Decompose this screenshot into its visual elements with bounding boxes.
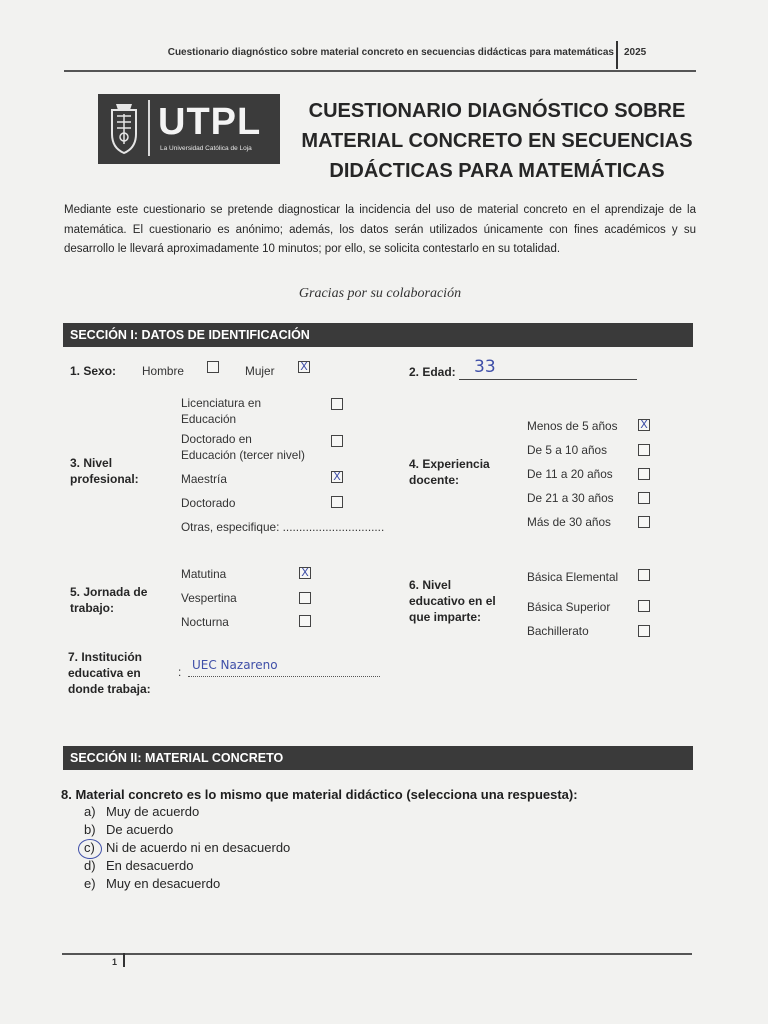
option-letter: e) <box>84 876 96 891</box>
utpl-logo <box>98 94 280 164</box>
sexo-option-mujer: Mujer <box>245 364 275 378</box>
q8-option-a[interactable] <box>84 803 199 821</box>
nivel-option-text: Doctorado en <box>181 432 252 446</box>
checkbox-mark: X <box>300 360 308 373</box>
institucion-label-line1: 7. Institución <box>68 650 143 664</box>
section-1-header: SECCIÓN I: DATOS DE IDENTIFICACIÓN <box>63 323 693 347</box>
option-letter: d) <box>84 858 96 873</box>
institucion-value[interactable]: UEC Nazareno <box>192 658 278 672</box>
jornada-matutina-checkbox[interactable] <box>299 567 311 579</box>
option-text: Ni de acuerdo ni en desacuerdo <box>106 840 291 855</box>
experiencia-option-text: De 11 a 20 años <box>527 467 613 481</box>
university-crest-icon <box>106 100 142 156</box>
nivel-educativo-label-line1: 6. Nivel <box>409 578 452 592</box>
nivel-licenciatura-checkbox[interactable] <box>331 398 343 410</box>
sexo-label: 1. Sexo: <box>70 364 117 378</box>
checkbox-mark: X <box>640 418 648 431</box>
option-letter: b) <box>84 822 96 837</box>
basica-superior-checkbox[interactable] <box>638 600 650 612</box>
q8-option-b[interactable] <box>84 821 173 839</box>
jornada-label-line1: 5. Jornada de <box>70 585 148 599</box>
option-letter: c) <box>84 840 95 855</box>
nivel-option-text: Educación <box>181 412 237 426</box>
nivel-doctorado-educacion-checkbox[interactable] <box>331 435 343 447</box>
q8-option-c[interactable] <box>84 839 290 857</box>
header-rule <box>64 70 696 72</box>
q8-option-d[interactable] <box>84 857 193 875</box>
jornada-nocturna-checkbox[interactable] <box>299 615 311 627</box>
running-header-title: Cuestionario diagnóstico sobre material concreto en secuencias didácticas para matemáticas <box>167 47 614 58</box>
section-2-header: SECCIÓN II: MATERIAL CONCRETO <box>63 746 693 770</box>
jornada-vespertina-checkbox[interactable] <box>299 592 311 604</box>
experiencia-11a20-checkbox[interactable] <box>638 468 650 480</box>
edad-value[interactable]: 33 <box>474 357 496 377</box>
experiencia-label-line2: docente: <box>409 473 460 487</box>
thanks-note: Gracias por su colaboración <box>298 286 462 301</box>
logo-name: UTPL <box>158 101 262 143</box>
q8-option-e[interactable] <box>84 875 220 893</box>
sexo-hombre-checkbox[interactable] <box>207 361 219 373</box>
header-separator <box>616 41 618 69</box>
nivel-educativo-label-line3: que imparte: <box>409 610 482 624</box>
nivel-option-text: Licenciatura en <box>181 396 262 410</box>
experiencia-label-line1: 4. Experiencia <box>409 457 490 471</box>
institucion-dotted-line <box>188 676 380 677</box>
footer-rule <box>62 953 692 955</box>
logo-divider <box>148 100 150 156</box>
logo-tagline: La Universidad Católica de Loja <box>160 145 252 152</box>
option-text: En desacuerdo <box>106 858 194 873</box>
title-line: MATERIAL CONCRETO EN SECUENCIAS <box>301 130 693 152</box>
edad-underline <box>459 379 637 380</box>
option-text: De acuerdo <box>106 822 174 837</box>
experiencia-mas30-checkbox[interactable] <box>638 516 650 528</box>
institucion-label-line3: donde trabaja: <box>68 682 151 696</box>
nivel-option-text: Doctorado <box>181 496 236 510</box>
sexo-mujer-checkbox[interactable] <box>298 361 310 373</box>
nivel-label-line2: profesional: <box>70 472 139 486</box>
option-letter: a) <box>84 804 96 819</box>
checkbox-mark: X <box>301 566 309 579</box>
institucion-colon: : <box>178 665 182 679</box>
nivel-option-text: Educación (tercer nivel) <box>181 448 305 462</box>
nivel-doctorado-checkbox[interactable] <box>331 496 343 508</box>
question-8: 8. Material concreto es lo mismo que material didáctico (selecciona una respuesta): <box>61 787 578 802</box>
sexo-option-hombre: Hombre <box>142 364 184 378</box>
page-number-separator <box>123 953 125 967</box>
jornada-label-line2: trabajo: <box>70 601 115 615</box>
experiencia-menos5-checkbox[interactable] <box>638 419 650 431</box>
nivel-educativo-label-line2: educativo en el <box>409 594 496 608</box>
experiencia-21a30-checkbox[interactable] <box>638 492 650 504</box>
nivel-educativo-option-text: Básica Elemental <box>527 570 619 584</box>
basica-elemental-checkbox[interactable] <box>638 569 650 581</box>
title-line: CUESTIONARIO DIAGNÓSTICO SOBRE <box>308 100 686 122</box>
title-line: DIDÁCTICAS PARA MATEMÁTICAS <box>329 160 665 182</box>
nivel-label-line1: 3. Nivel <box>70 456 113 470</box>
page-number: 1 <box>112 957 118 967</box>
bachillerato-checkbox[interactable] <box>638 625 650 637</box>
experiencia-option-text: De 5 a 10 años <box>527 443 608 457</box>
nivel-maestria-checkbox[interactable] <box>331 471 343 483</box>
jornada-option-text: Nocturna <box>181 615 229 629</box>
document-title <box>300 96 694 186</box>
checkbox-mark: X <box>333 470 341 483</box>
jornada-option-text: Matutina <box>181 567 227 581</box>
experiencia-option-text: Menos de 5 años <box>527 419 618 433</box>
header-year: 2025 <box>624 47 647 58</box>
option-text: Muy de acuerdo <box>106 804 200 819</box>
nivel-option-text: Maestría <box>181 472 227 486</box>
experiencia-option-text: Más de 30 años <box>527 515 611 529</box>
nivel-educativo-option-text: Bachillerato <box>527 624 589 638</box>
edad-label: 2. Edad: <box>409 365 456 379</box>
option-text: Muy en desacuerdo <box>106 876 221 891</box>
institucion-label-line2: educativa en <box>68 666 141 680</box>
nivel-otras-field[interactable]: Otras, especifique: ............................... <box>181 520 385 534</box>
experiencia-5a10-checkbox[interactable] <box>638 444 650 456</box>
intro-paragraph: Mediante este cuestionario se pretende diagnosticar la incidencia del uso de material concreto en el aprendizaje de la matemática. El cuestionario es anónimo; además, los datos serán utilizados únicamente con fines académicos y su desarrollo le llevará aproximadamente 10 minutos; por ello, se solicita contestarlo en su totalidad. <box>64 204 696 255</box>
jornada-option-text: Vespertina <box>181 591 237 605</box>
experiencia-option-text: De 21 a 30 años <box>527 491 614 505</box>
nivel-educativo-option-text: Básica Superior <box>527 600 611 614</box>
